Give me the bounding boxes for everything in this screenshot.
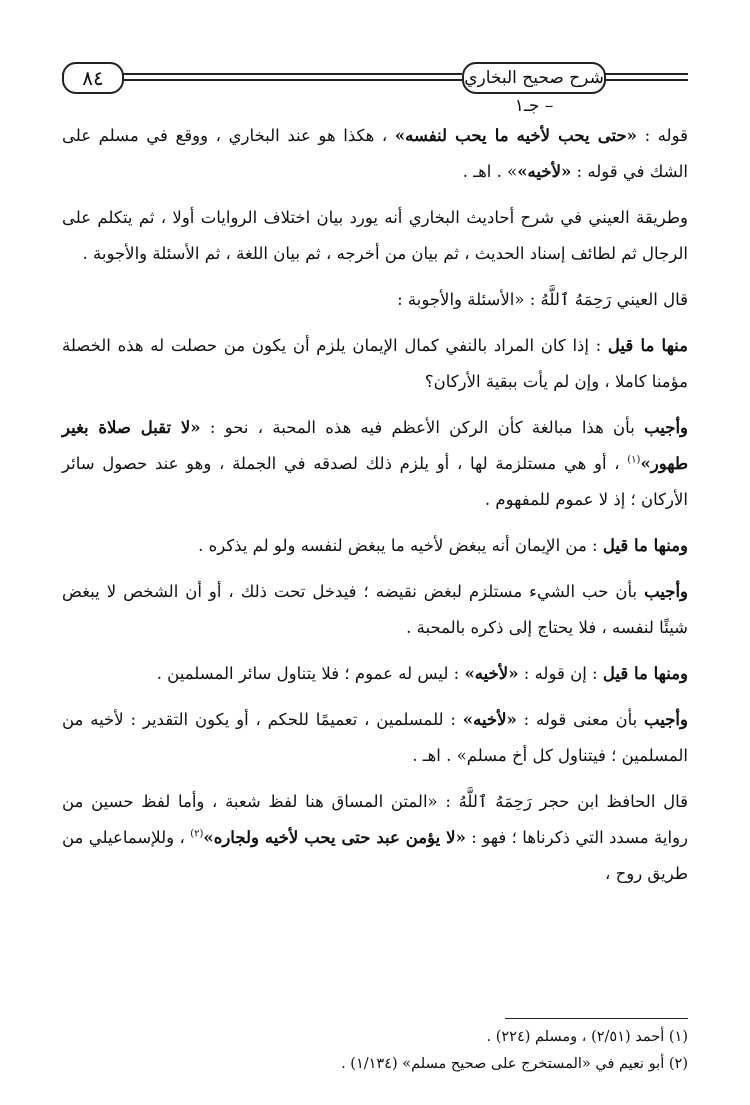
bold-text: «لا تقبل صلاة بغير طهور» xyxy=(62,418,688,473)
paragraph xyxy=(62,118,688,190)
text-run: : من الإيمان أنه يبغض لأخيه ما يبغض لنفسه ولو لم يذكره . xyxy=(198,536,603,555)
text-run: وطريقة العيني في شرح أحاديث البخاري أنه يورد بيان اختلاف الروايات أولا ، ثم يتكلم على الرجال ثم لطائف إسناد الحديث ، ثم بيان من أخرجه ، ثم بيان اللغة ، ثم الأسئلة والأجوبة . xyxy=(62,208,688,263)
text-run: بأن معنى قوله : xyxy=(516,710,645,729)
header-rule xyxy=(602,73,688,75)
text-run: قوله : xyxy=(636,126,689,145)
paragraph xyxy=(62,702,688,774)
paragraph xyxy=(62,410,688,518)
bold-text: منها ما قيل xyxy=(607,336,688,355)
text-run: : إن قوله : xyxy=(518,664,603,683)
text-run: ، أو هي مستلزمة لها ، أو يلزم ذلك لصدقه في الجملة ، وهو عند حصول سائر الأركان ؛ إذ لا عموم للمفهوم . xyxy=(62,454,688,509)
bold-text: ومنها ما قيل xyxy=(602,536,688,555)
text-run: بأن حب الشيء مستلزم لبغض نقيضه ؛ فيدخل تحت ذلك ، أو أن الشخص لا يبغض شيئًا لنفسه ، فلا يحتاج إلى ذكره بالمحبة . xyxy=(62,582,688,637)
footnote: (١) أحمد (٢/٥١) ، ومسلم (٢٢٤) . xyxy=(486,1029,688,1045)
page-header xyxy=(62,58,688,116)
footnote-ref: (٢) xyxy=(190,828,204,840)
paragraph xyxy=(62,656,688,692)
bold-text: «لأخيه» xyxy=(517,162,572,181)
text-run: ، وللإسماعيلي من طريق روح ، xyxy=(62,828,688,883)
text-run: : ليس له عموم ؛ فلا يتناول سائر المسلمين . xyxy=(156,664,465,683)
text-run: ، هكذا هو عند البخاري ، ووقع في مسلم على الشك في قوله : xyxy=(62,126,688,181)
text-run: قال الحافظ ابن حجر رَحِمَهُ ٱللَّهُ : «المتن المساق هنا لفظ شعبة ، وأما لفظ حسين من رواية مسدد التي ذكرناها ؛ فهو : xyxy=(62,792,689,847)
text-run: » . اهـ . xyxy=(462,162,518,181)
bold-text: «حتى يحب لأخيه ما يحب لنفسه» xyxy=(394,126,637,145)
text-run: : للمسلمين ، تعميمًا للحكم ، أو يكون التقدير : لأخيه من المسلمين ؛ فيتناول كل أخ مسلم» . اهـ . xyxy=(62,710,688,765)
bold-text: «لأخيه» xyxy=(462,710,517,729)
text-run: قال العيني رَحِمَهُ ٱللَّهُ : «الأسئلة والأجوبة : xyxy=(397,290,688,309)
paragraph xyxy=(62,282,688,318)
footnote: (٢) أبو نعيم في «المستخرج على صحيح مسلم» (١/١٣٤) . xyxy=(341,1056,688,1072)
footnotes xyxy=(62,1024,688,1078)
paragraph xyxy=(62,528,688,564)
running-title: شرح صحيح البخاري – جـ١ xyxy=(462,62,606,94)
footnote-separator xyxy=(505,1018,688,1019)
bold-text: ومنها ما قيل xyxy=(602,664,688,683)
bold-text: وأجيب xyxy=(644,582,688,601)
main-text xyxy=(62,118,688,902)
bold-text: «لأخيه» xyxy=(464,664,519,683)
paragraph xyxy=(62,328,688,400)
footnote-ref: (١) xyxy=(627,454,641,466)
text-run: بأن هذا مبالغة كأن الركن الأعظم فيه هذه المحبة ، نحو : xyxy=(200,418,645,437)
bold-text: وأجيب xyxy=(644,710,688,729)
paragraph xyxy=(62,784,688,892)
paragraph xyxy=(62,574,688,646)
header-rule xyxy=(602,79,688,81)
paragraph xyxy=(62,200,688,272)
text-run: : إذا كان المراد بالنفي كمال الإيمان يلزم أن يكون من حصلت له هذه الخصلة مؤمنا كاملا ، وإن لم يأت ببقية الأركان؟ xyxy=(62,336,688,391)
bold-text: «لا يؤمن عبد حتى يحب لأخيه ولجاره» xyxy=(203,828,466,847)
page-number: ٨٤ xyxy=(62,62,124,94)
bold-text: وأجيب xyxy=(644,418,688,437)
